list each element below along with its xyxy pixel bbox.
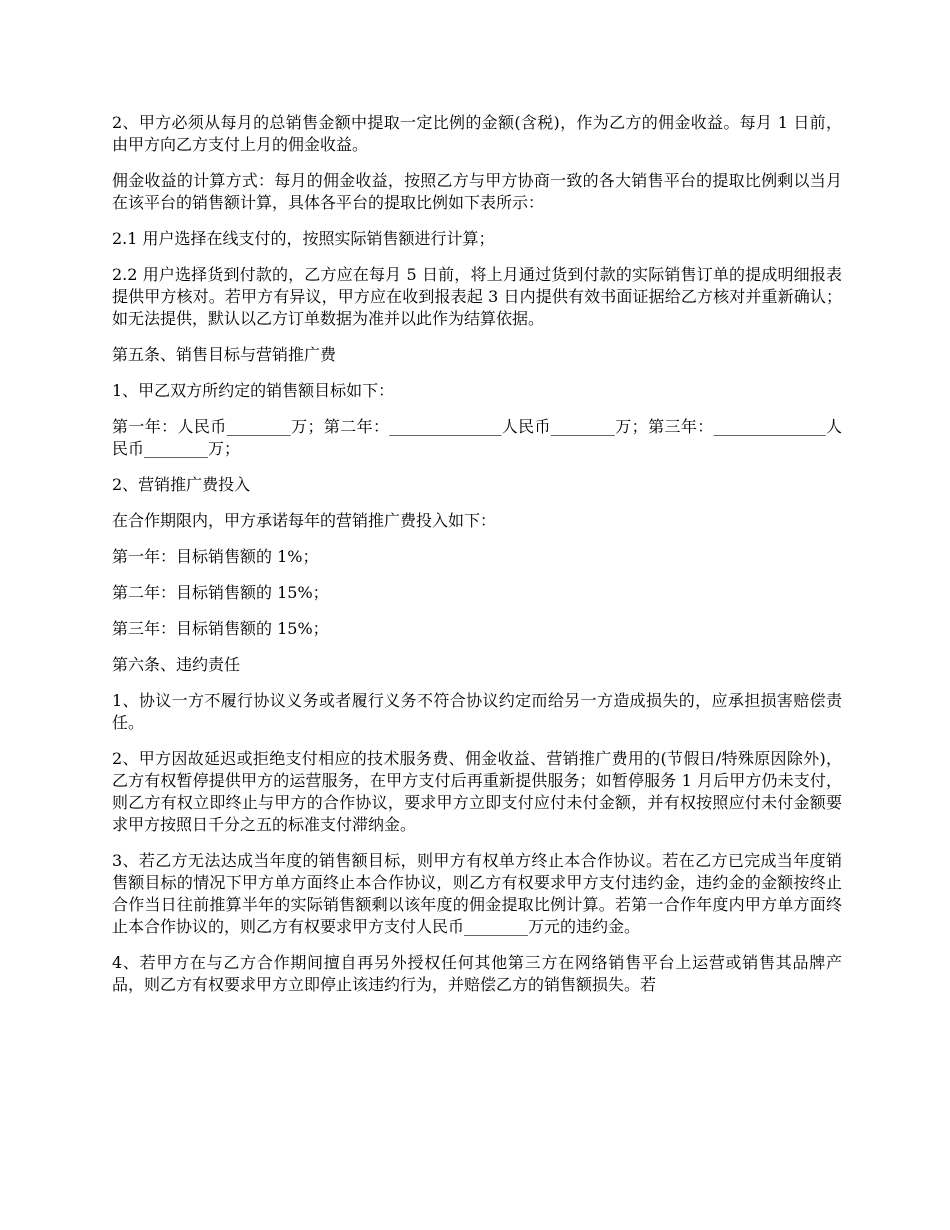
commission-clause: 2、甲方必须从每月的总销售金额中提取一定比例的金额(含税)，作为乙方的佣金收益。每月 1 日前，由甲方向乙方支付上月的佣金收益。 <box>112 113 842 154</box>
breach-clause-1: 1、协议一方不履行协议义务或者履行义务不符合协议约定而给另一方造成损失的，应承担损害赔偿责任。 <box>112 691 842 732</box>
online-payment-clause: 2.1 用户选择在线支付的，按照实际销售额进行计算； <box>112 229 495 248</box>
year-one-fee: 第一年：目标销售额的 1%； <box>112 547 319 566</box>
breach-clause-3: 3、若乙方无法达成当年度的销售额目标，则甲方有权单方终止本合作协议。若在乙方已完成当年度销售额目标的情况下甲方单方面终止本合作协议，则乙方有权要求甲方支付违约金，违约金的金额按终止合作当日往前推算半年的实际销售额剩以该年度的佣金提取比例计算。若第一合作年度内甲方单方面终止本合作协议的，则乙方有权要求甲方支付人民币________万元的违约金。 <box>112 851 842 936</box>
breach-clause-4: 4、若甲方在与乙方合作期间擅自再另外授权任何其他第三方在网络销售平台上运营或销售其品牌产品，则乙方有权要求甲方立即停止该违约行为，并赔偿乙方的销售额损失。若 <box>112 953 842 994</box>
commission-calculation: 佣金收益的计算方式：每月的佣金收益，按照乙方与甲方协商一致的各大销售平台的提取比例剩以当月在该平台的销售额计算，具体各平台的提取比例如下表所示： <box>112 171 842 212</box>
year-three-fee: 第三年：目标销售额的 15%； <box>112 619 329 638</box>
marketing-fee-heading: 2、营销推广费投入 <box>112 475 251 494</box>
document-page <box>112 112 842 1010</box>
sales-target-clause: 1、甲乙双方所约定的销售额目标如下： <box>112 381 395 400</box>
article-five-heading: 第五条、销售目标与营销推广费 <box>112 345 337 364</box>
article-six-heading: 第六条、违约责任 <box>112 655 241 674</box>
breach-clause-2: 2、甲方因故延迟或拒绝支付相应的技术服务费、佣金收益、营销推广费用的(节假日/特殊原因除外)，乙方有权暂停提供甲方的运营服务，在甲方支付后再重新提供服务；如暂停服务 1 月后甲方仍未支付，则乙方有权立即终止与甲方的合作协议，要求甲方立即支付应付未付金额，并有权按照应付未付金额要求甲方按照日千分之五的标准支付滞纳金。 <box>112 749 842 834</box>
sales-target-amounts: 第一年：人民币________万；第二年：______________人民币________万；第三年：______________人民币________万； <box>112 417 842 458</box>
marketing-fee-intro: 在合作期限内，甲方承诺每年的营销推广费投入如下： <box>112 511 497 530</box>
cod-payment-clause: 2.2 用户选择货到付款的，乙方应在每月 5 日前，将上月通过货到付款的实际销售订单的提成明细报表提供甲方核对。若甲方有异议，甲方应在收到报表起 3 日内提供有效书面证据给乙方核对并重新确认；如无法提供，默认以乙方订单数据为准并以此作为结算依据。 <box>112 265 842 328</box>
year-two-fee: 第二年：目标销售额的 15%； <box>112 583 329 602</box>
